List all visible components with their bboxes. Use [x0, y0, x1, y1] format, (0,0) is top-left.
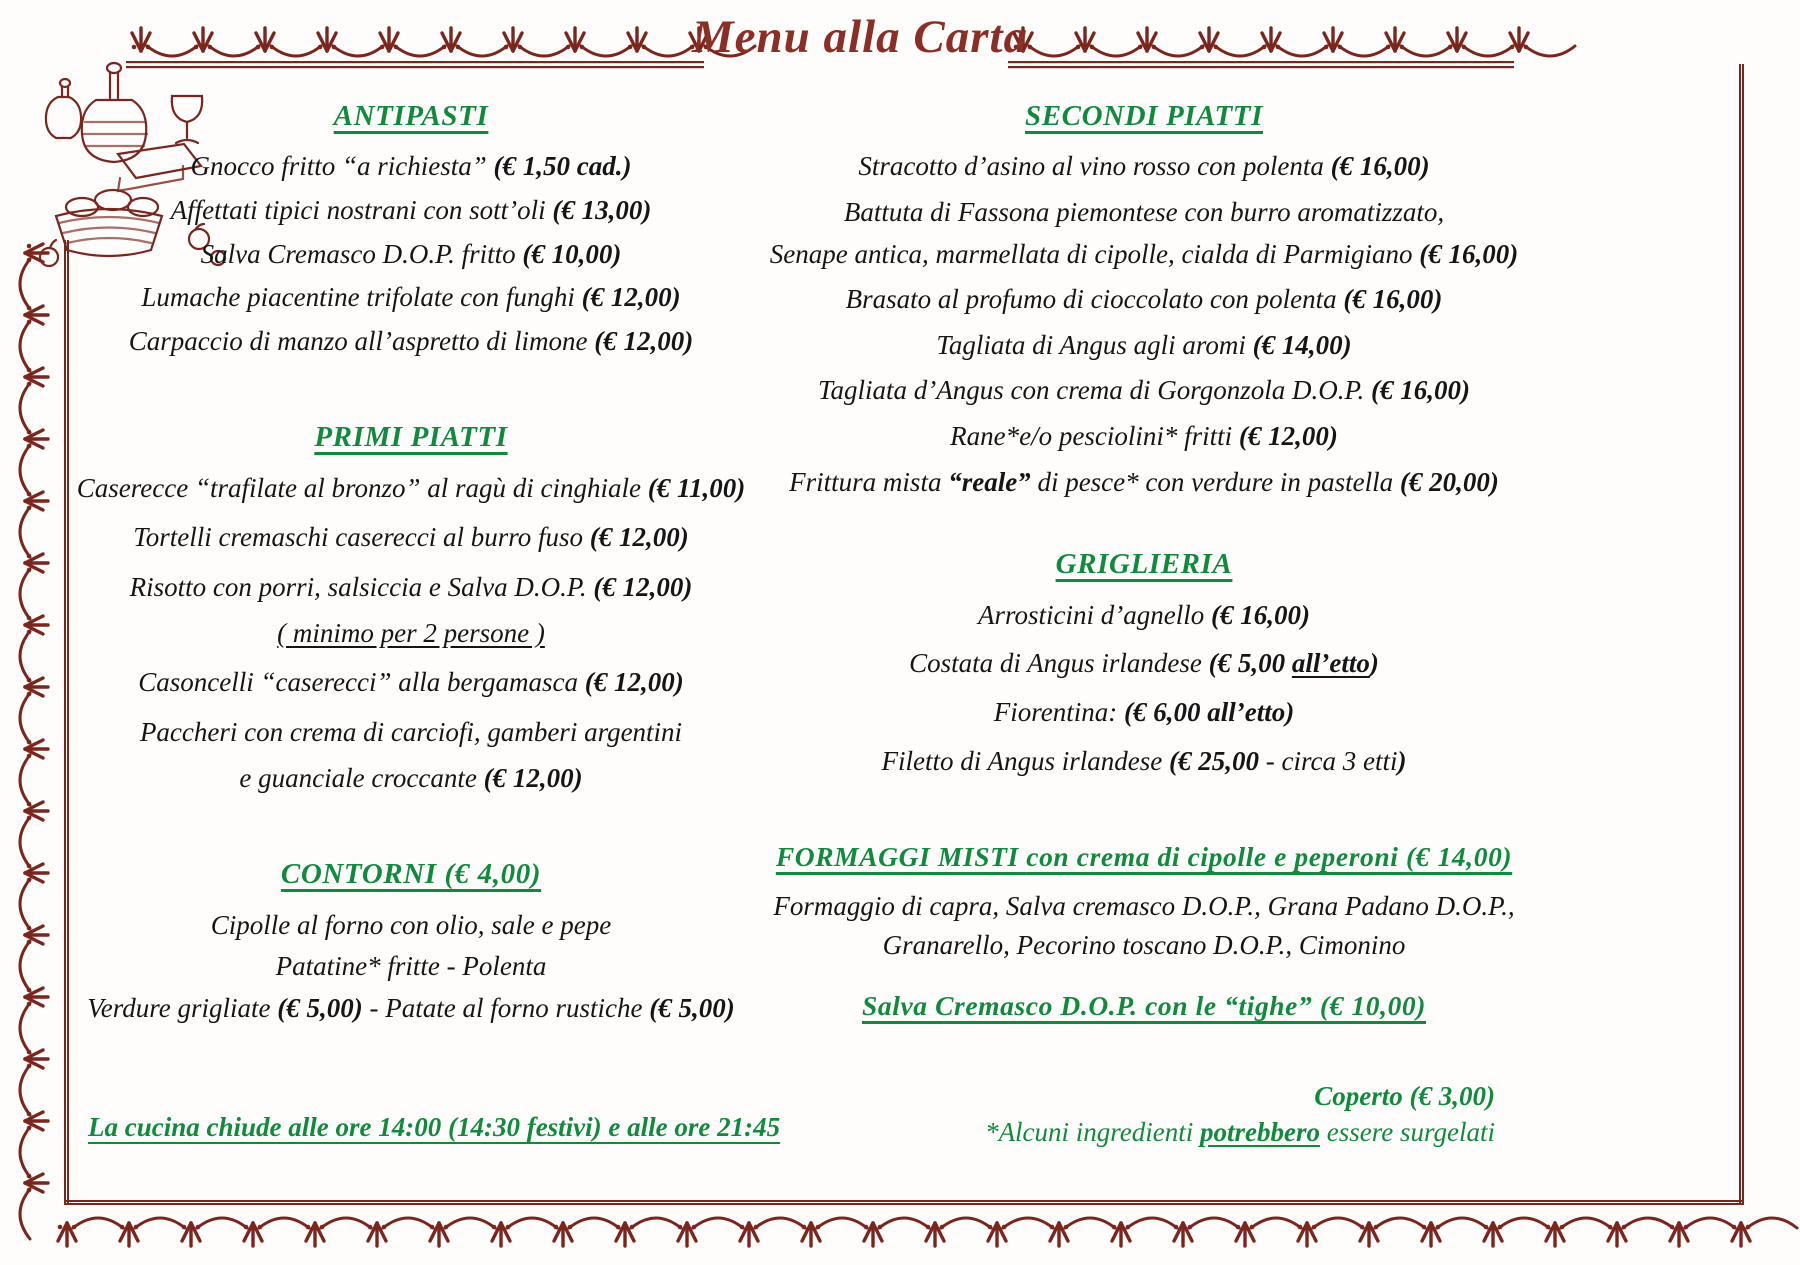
item-price: (€ 16,00) [1419, 238, 1519, 269]
item-text: Lumache piacentine trifolate con funghi [141, 282, 582, 313]
menu-item [768, 646, 1520, 682]
item-text: Tortelli cremaschi caserecci al burro fuso [133, 522, 590, 553]
item-text: - circa 3 etti [1259, 745, 1398, 776]
menu-item [768, 195, 1520, 231]
item-price: (€ 11,00) [647, 472, 746, 503]
item-text: Senape antica, marmellata di cipolle, cialda di Parmigiano [769, 238, 1420, 269]
menu-item [768, 928, 1520, 964]
menu-item [768, 282, 1520, 318]
item-price: (€ 13,00) [552, 194, 652, 225]
item-text: Paccheri con crema di carciofi, gamberi argentini [139, 716, 683, 747]
item-price: (€ 12,00) [584, 667, 684, 698]
right-column [768, 100, 1520, 1038]
menu-item [75, 991, 747, 1027]
section-primi [75, 471, 747, 796]
item-text: Affettati tipici nostrani con sott’oli [170, 194, 553, 225]
item-price: (€ 5,00) [649, 992, 735, 1023]
item-price: (€ 25,00 [1169, 745, 1259, 776]
section-contorni [75, 908, 747, 1027]
footer-notes [985, 1078, 1495, 1151]
item-text: di pesce* con verdure in pastella [1030, 466, 1400, 497]
menu-title: Menu alla Carta [691, 11, 1029, 63]
item-text: Risotto con porri, salsiccia e Salva D.O.P. [129, 572, 594, 603]
ornament-border-bottom [52, 1206, 1750, 1252]
item-text: Fiorentina: [993, 696, 1124, 727]
item-text: Rane*e/o pesciolini* fritti [950, 421, 1239, 452]
menu-item [75, 324, 747, 360]
section-heading-secondi: SECONDI PIATTI [1024, 100, 1264, 132]
menu-item [75, 949, 747, 985]
item-text: Casoncelli “caserecci” alla bergamasca [138, 667, 585, 698]
item-text: Battuta di Fassona piemontese con burro aromatizzato, [843, 196, 1445, 227]
item-text: Stracotto d’asino al vino rosso con polenta [858, 151, 1331, 182]
section-heading-primi: PRIMI PIATTI [314, 421, 508, 454]
item-price: (€ 5,00) [277, 992, 363, 1023]
item-text: e guanciale croccante [239, 762, 484, 793]
item-price: (€ 16,00) [1343, 284, 1443, 315]
frame-line-bottom [64, 1200, 1744, 1205]
ornament-border-top-right [1008, 22, 1514, 68]
section-grigliera [768, 598, 1520, 780]
menu-item [75, 520, 747, 556]
menu-item [768, 237, 1520, 273]
coperto-note: Coperto (€ 3,00) [1314, 1081, 1495, 1111]
menu-item [75, 908, 747, 944]
section-heading-grigliera: GRIGLIERIA [1055, 548, 1233, 581]
item-text: - Patate al forno rustiche [362, 992, 650, 1023]
frame-line-left [64, 240, 69, 1203]
item-price-underlined: all’etto [1291, 648, 1370, 679]
section-antipasti [75, 149, 747, 359]
item-price: (€ 12,00) [483, 762, 583, 793]
menu-item [75, 570, 747, 606]
kitchen-hours-note: La cucina chiude alle ore 14:00 (14:30 festivi) e alle ore 21:45 [88, 1112, 781, 1142]
menu-item [768, 465, 1520, 501]
item-text: Costata di Angus irlandese [909, 648, 1209, 679]
menu-item [75, 471, 747, 507]
menu-item [768, 373, 1520, 409]
section-heading-antipasti: ANTIPASTI [333, 100, 489, 132]
item-text: Gnocco fritto “a richiesta” [190, 151, 494, 182]
item-text: Cipolle al forno con olio, sale e pepe [210, 909, 612, 940]
menu-item [75, 665, 747, 701]
item-text: Brasato al profumo di cioccolato con polenta [845, 284, 1344, 315]
item-price: (€ 16,00) [1371, 375, 1470, 406]
item-text: Salva Cremasco D.O.P. fritto [200, 238, 523, 269]
section-heading-contorni: CONTORNI (€ 4,00) [280, 858, 542, 891]
item-price: (€ 12,00) [589, 522, 689, 553]
menu-item [75, 715, 747, 751]
ornament-border-left [8, 238, 54, 1203]
frame-line-right [1739, 64, 1744, 1203]
item-text: Arrosticini d’agnello [978, 599, 1211, 630]
item-text: Carpaccio di manzo all’aspretto di limone [128, 325, 595, 356]
section-heading-salva-cremasco: Salva Cremasco D.O.P. con le “tighe” (€ 10,00) [861, 990, 1427, 1022]
item-price: (€ 12,00) [593, 572, 693, 603]
item-text: Patatine* fritte - Polenta [275, 951, 547, 982]
item-text: Granarello, Pecorino toscano D.O.P., Cimonino [882, 930, 1406, 961]
item-price: (€ 10,00) [522, 238, 622, 269]
item-price: (€ 16,00) [1330, 151, 1430, 182]
menu-item [75, 193, 747, 229]
menu-item-note [75, 616, 747, 652]
item-price: ) [1369, 648, 1379, 679]
item-text: Frittura mista [789, 466, 949, 497]
item-price: (€ 6,00 all’etto) [1124, 696, 1295, 727]
item-price: (€ 16,00) [1211, 599, 1310, 630]
menu-item [768, 598, 1520, 634]
menu-item [768, 889, 1520, 925]
menu-item [75, 761, 747, 797]
item-text: Tagliata di Angus agli aromi [936, 329, 1253, 360]
item-text: Formaggio di capra, Salva cremasco D.O.P., Grana Padano D.O.P., [773, 890, 1515, 921]
menu-item [768, 744, 1520, 780]
menu-item [75, 280, 747, 316]
section-secondi [768, 149, 1520, 500]
item-price: (€ 12,00) [594, 325, 694, 356]
frozen-ingredients-note: *Alcuni ingredienti potrebbero essere surgelati [985, 1117, 1495, 1148]
item-price: (€ 20,00) [1399, 466, 1499, 497]
item-price: (€ 14,00) [1252, 329, 1352, 360]
section-formaggi [768, 889, 1520, 964]
item-price: ) [1397, 745, 1407, 776]
item-text: ( minimo per 2 persone ) [277, 617, 545, 648]
menu-item [75, 149, 747, 185]
item-text: Filetto di Angus irlandese [881, 745, 1169, 776]
item-price: (€ 12,00) [1238, 421, 1338, 452]
item-text: Caserecce “trafilate al bronzo” al ragù di cinghiale [76, 472, 648, 503]
section-heading-formaggi: FORMAGGI MISTI con crema di cipolle e peperoni (€ 14,00) [775, 841, 1513, 873]
item-price: (€ 12,00) [581, 282, 681, 313]
menu-item [768, 328, 1520, 364]
item-text: Verdure grigliate [87, 992, 278, 1023]
item-text-bold: “reale” [948, 466, 1031, 497]
item-text: Tagliata d’Angus con crema di Gorgonzola D.O.P. [818, 375, 1372, 406]
item-price: (€ 5,00 [1208, 648, 1292, 679]
menu-item [768, 149, 1520, 185]
menu-item [75, 237, 747, 273]
menu-item [768, 419, 1520, 455]
left-column [75, 100, 747, 1032]
item-price: (€ 1,50 cad.) [493, 151, 632, 182]
menu-item [768, 695, 1520, 731]
